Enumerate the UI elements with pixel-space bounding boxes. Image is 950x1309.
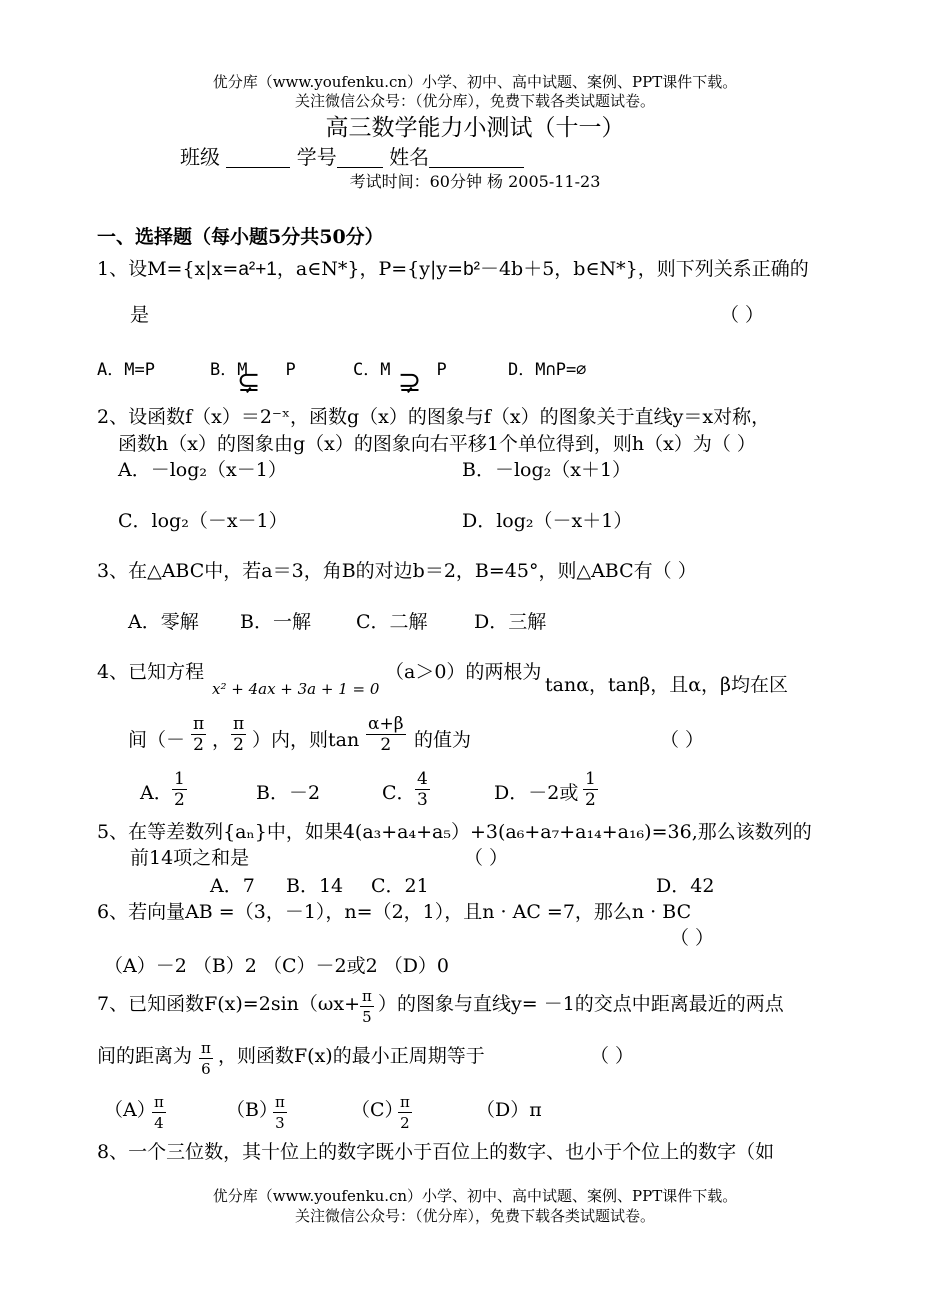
q7-option-b[interactable]: （B） [226,1099,278,1121]
student-info [180,145,524,169]
subset-icon: ⊊ [237,365,261,398]
q1-optb-pre: B．M [210,360,248,380]
header-line-2: 关注微信公众号：（优分库），免费下载各类试题试卷。 [294,92,655,110]
q4-line2-pre: 间（－ [128,729,186,751]
q4-equation: x² + 4ax + 3a + 1 = 0 [212,680,380,698]
q5-line-1: 5、在等差数列{aₙ}中，如果4(a₃+a₄+a₅）+3(a₆+a₇+a₁₄+a₁₆)=36,那么该数列的 [97,821,812,843]
q4-line2-post: ）内，则tan [252,729,360,751]
q4-line2-mid: ， [212,729,232,751]
q7-line2-pre: 间的距离为 [97,1045,193,1067]
header-line-1: 优分库（www.youfenku.cn）小学、初中、高中试题、案例、PPT课件下载。 [212,73,738,91]
q7-frac-pi-5: $\frac{\pi}{5}$ [362,987,372,1026]
q1-paren: （ ） [720,304,765,326]
q2-option-a[interactable]: A．－log₂（x－1） [118,459,287,481]
q3-option-b[interactable]: B．一解 [240,611,311,633]
q1-expr2: b² [463,259,480,280]
q2-line-2: 函数h（x）的图象由g（x）的图象向右平移1个单位得到，则h（x）为（ ） [118,433,756,455]
q5-option-a[interactable]: A．7 [210,875,255,897]
q1-option-a[interactable]: A．M=P [97,360,155,380]
q4-frac-alpha-beta: $\frac{\alpha+\beta}{2}$ [368,714,404,755]
q5-option-c[interactable]: C．21 [371,875,429,897]
q4-option-d[interactable]: D．－2或 [494,782,579,804]
q2-option-d[interactable]: D．log₂（－x＋1） [462,510,633,532]
id-blank[interactable] [337,147,383,168]
footer-line-1: 优分库（www.youfenku.cn）小学、初中、高中试题、案例、PPT课件下载。 [212,1187,738,1205]
q7-frac-pi-6: $\frac{\pi}{6}$ [201,1039,211,1078]
q4-frac-4-3: $\frac{4}{3}$ [417,769,428,810]
class-blank[interactable] [226,147,290,168]
page-title: 高三数学能力小测试（十一） [325,115,625,141]
class-label: 班级 [180,145,220,169]
q4-frac-half-d: $\frac{1}{2}$ [585,769,596,810]
q4-paren: （ ） [660,729,705,751]
q1-cont: 是 [130,304,150,326]
q1-lead: 1、设M={x|x= [97,258,239,280]
q1-optc-post: P [436,360,447,380]
id-label: 学号 [296,145,337,169]
q4-option-b[interactable]: B．－2 [256,782,321,804]
q7-option-c[interactable]: （C） [351,1099,404,1121]
q1-mid1: ，a∈N*}，P={y|y= [276,258,464,280]
q2-line-1: 2、设函数f（x）＝2⁻ˣ，函数g（x）的图象与f（x）的图象关于直线y＝x对称， [97,406,771,428]
q6-paren: （ ） [670,927,715,949]
q4-line2-end: 的值为 [414,729,472,751]
q4-lead: 4、已知方程 [97,661,205,683]
supset-icon: ⊋ [398,365,422,398]
q4-option-a[interactable]: A． [140,782,173,804]
q7-line1-pre: 7、已知函数F(x)=2sin（ωx+ [97,993,361,1015]
q7-frac-pi-3: $\frac{\pi}{3}$ [275,1093,285,1132]
q5-line-2: 前14项之和是 [130,847,250,869]
q4-frac-half-a: $\frac{1}{2}$ [174,769,185,810]
q3-option-d[interactable]: D．三解 [474,611,547,633]
name-label: 姓名 [389,145,430,169]
q4-option-c[interactable]: C． [382,782,416,804]
footer-line-2: 关注微信公众号：（优分库），免费下载各类试题试卷。 [294,1207,655,1225]
q3-line-1: 3、在△ABC中，若a＝3，角B的对边b＝2，B=45°，则△ABC有（ ） [97,560,697,582]
q1-optb-post: P [285,360,296,380]
q4-roots: tanα，tanβ，且α，β均在区 [545,674,789,696]
q1-mid2: －4b＋5，b∈N*}，则下列关系正确的 [479,258,809,280]
name-blank[interactable] [429,147,524,168]
q4-frac-pi-2-b: $\frac{\pi}{2}$ [233,714,245,755]
q2-option-c[interactable]: C．log₂（－x－1） [118,510,288,532]
q7-paren: （ ） [590,1045,635,1067]
question-1 [97,257,809,282]
q6-line-1: 6、若向量AB =（3，－1），n=（2，1），且n · AC =7，那么n · BC [97,901,692,923]
q5-option-b[interactable]: B．14 [286,875,344,897]
q7-option-d[interactable]: （D）π [476,1099,542,1121]
q1-expr1: a²+1 [238,259,277,280]
q3-option-a[interactable]: A．零解 [128,611,199,633]
q7-frac-pi-4: $\frac{\pi}{4}$ [154,1093,164,1132]
q5-option-d[interactable]: D．42 [656,875,715,897]
q6-options[interactable]: （A）－2 （B）2 （C）－2或2 （D）0 [104,955,450,977]
q7-option-a[interactable]: （A） [104,1099,156,1121]
exam-time: 考试时间：60分钟 杨 2005-11-23 [349,172,601,191]
q8-line-1: 8、一个三位数，其十位上的数字既小于百位上的数字、也小于个位上的数字（如 [97,1141,775,1163]
q4-frac-pi-2-a: $\frac{\pi}{2}$ [193,714,205,755]
q4-cond: （a＞0）的两根为 [385,661,542,683]
q7-line1-post: ）的图象与直线y= －1的交点中距离最近的两点 [378,993,784,1015]
q5-paren: （ ） [464,847,509,869]
q2-option-b[interactable]: B．－log₂（x＋1） [462,459,632,481]
q1-optc-pre: C．M [353,360,391,380]
q7-line2-post: ，则函数F(x)的最小正周期等于 [218,1045,485,1067]
q3-option-c[interactable]: C．二解 [356,611,428,633]
q7-frac-pi-2: $\frac{\pi}{2}$ [400,1093,410,1132]
section-heading: 一、选择题（每小题5分共50分） [97,226,384,248]
q1-option-d[interactable]: D．M∩P=∅ [508,360,587,380]
